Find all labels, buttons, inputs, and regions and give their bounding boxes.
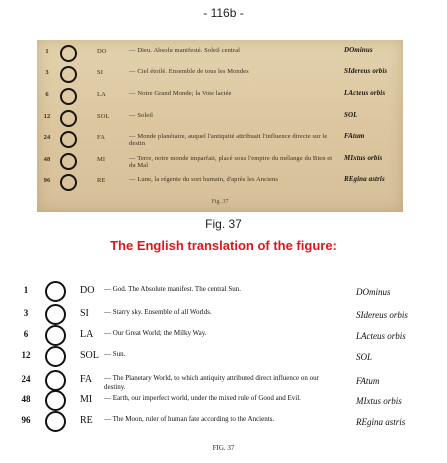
row-number: 1 — [45, 48, 49, 55]
note-name: MI — [80, 394, 93, 405]
circle-icon — [45, 346, 66, 367]
original-row — [37, 109, 403, 129]
page-number: - 116b - — [203, 6, 244, 20]
row-description: — The Moon, ruler of human fate according to the Ancients. — [104, 415, 275, 423]
row-number: 12 — [43, 113, 51, 120]
original-fig-label: Fig. 37 — [211, 199, 229, 205]
row-number: 1 — [23, 285, 29, 295]
circle-icon — [45, 370, 66, 391]
note-name: LA — [80, 329, 94, 340]
note-name: SI — [80, 308, 89, 319]
latin-term: DOminus — [344, 46, 373, 54]
note-name: SI — [97, 69, 103, 76]
note-name: MI — [97, 156, 106, 163]
note-name: FA — [97, 134, 106, 141]
latin-term: DOminus — [356, 287, 391, 297]
note-name: RE — [80, 415, 93, 426]
note-name: SOL — [97, 113, 110, 120]
row-description: — God. The Absolute manifest. The central Sun. — [104, 285, 241, 293]
row-number: 96 — [43, 177, 51, 184]
note-name: RE — [97, 177, 106, 184]
original-row — [37, 173, 403, 193]
note-name: DO — [80, 285, 95, 296]
row-number: 3 — [23, 308, 29, 318]
row-number: 24 — [43, 134, 51, 141]
row-number: 6 — [45, 91, 49, 98]
row-description: — Our Great World; the Milky Way. — [104, 329, 207, 337]
circle-icon — [45, 411, 66, 432]
row-description: — Starry sky. Ensemble of all Worlds. — [104, 308, 212, 316]
row-description: — The Planetary World, to which antiquity attributed direct influence on our destiny. — [104, 374, 319, 391]
latin-term: LActeus orbis — [356, 331, 406, 341]
circle-icon — [60, 88, 77, 105]
latin-term: MIxtus orbis — [344, 154, 383, 162]
row-description: — Terre, notre monde imparfait, placé sous l'empire du mélange du Bien et du Mal — [129, 155, 333, 169]
circle-icon — [45, 325, 66, 346]
note-name: DO — [97, 48, 107, 55]
latin-term: FAtum — [344, 132, 365, 140]
circle-icon — [60, 174, 77, 191]
circle-icon — [60, 153, 77, 170]
latin-term: FAtum — [356, 376, 380, 386]
original-row — [37, 152, 403, 172]
row-description: — Sun. — [104, 350, 126, 358]
row-description: — Earth, our imperfect world, under the mixed rule of Good and Evil. — [104, 394, 301, 402]
original-row — [37, 44, 403, 64]
figure-caption: Fig. 37 — [205, 217, 242, 231]
translation-row — [0, 413, 447, 441]
latin-term: MIxtus orbis — [356, 396, 402, 406]
row-number: 12 — [21, 350, 31, 360]
latin-term: SOL — [356, 352, 373, 362]
original-row — [37, 65, 403, 85]
row-number: 48 — [43, 156, 51, 163]
latin-term: SIdereus orbis — [356, 310, 408, 320]
row-number: 96 — [21, 415, 31, 425]
circle-icon — [60, 110, 77, 127]
circle-icon — [60, 66, 77, 83]
latin-term: LActeus orbis — [344, 89, 386, 97]
row-number: 6 — [23, 329, 29, 339]
latin-term: REgina astris — [356, 417, 406, 427]
row-number: 24 — [21, 374, 31, 384]
row-description: — Lune, la régente du sort humain, d'après les Anciens — [129, 176, 278, 183]
latin-term: SOL — [344, 111, 358, 119]
note-name: SOL — [80, 350, 99, 361]
latin-term: REgina astris — [344, 175, 385, 183]
circle-icon — [45, 281, 66, 302]
translation-fig-label: FIG. 37 — [212, 444, 235, 452]
note-name: FA — [80, 374, 93, 385]
circle-icon — [45, 390, 66, 411]
circle-icon — [45, 304, 66, 325]
translation-heading: The English translation of the figure: — [110, 238, 337, 253]
original-row — [37, 87, 403, 107]
row-description: — Ciel étoilé. Ensemble de tous les Mondes — [129, 68, 249, 75]
row-description: — Dieu. Absolu manifesté. Soleil central — [129, 47, 241, 54]
row-description: — Soleil — [129, 112, 154, 119]
row-description: — Monde planétaire, auquel l'antiquité attribuait l'influence directe sur le destin — [129, 133, 328, 147]
row-number: 48 — [21, 394, 31, 404]
latin-term: SIdereus orbis — [344, 67, 388, 75]
original-figure-photo — [37, 40, 403, 212]
row-number: 3 — [45, 69, 49, 76]
original-row — [37, 130, 403, 150]
note-name: LA — [97, 91, 106, 98]
circle-icon — [60, 131, 77, 148]
row-description: — Notre Grand Monde; la Voie lactée — [129, 90, 232, 97]
circle-icon — [60, 45, 77, 62]
